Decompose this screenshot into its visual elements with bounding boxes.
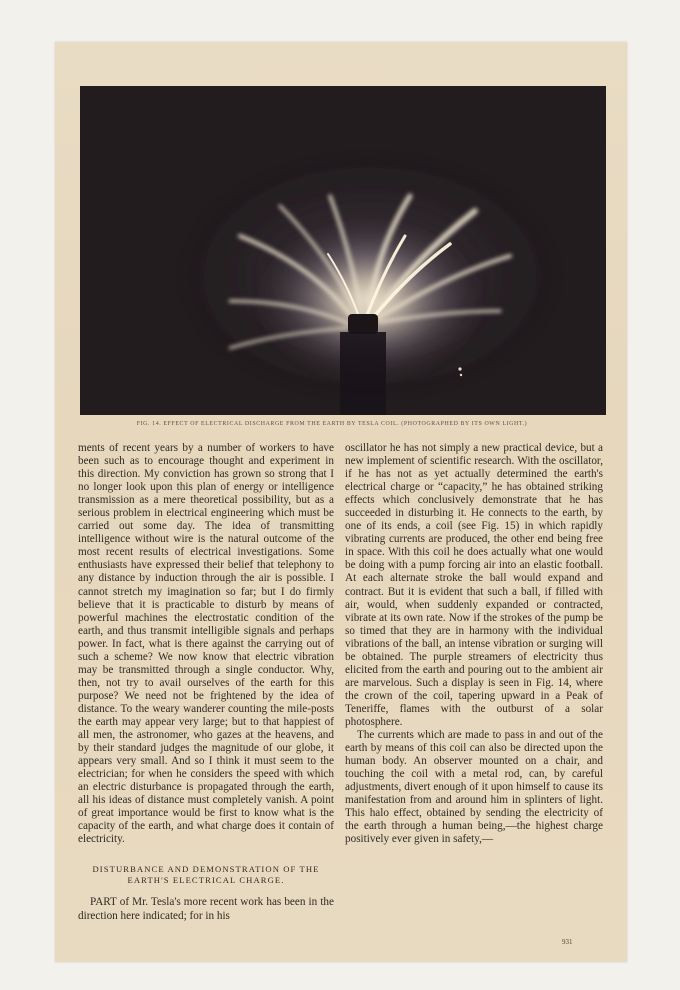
electrical-discharge-image [80, 86, 606, 415]
right-text-column [345, 442, 603, 846]
left-paragraph-2: PART of Mr. Tesla's more recent work has been in the direction here indicated; for in his [78, 896, 334, 922]
left-text-column [78, 442, 334, 923]
section-heading-line-1: DISTURBANCE AND DEMONSTRATION OF THE [92, 864, 320, 875]
figure-caption: FIG. 14. EFFECT OF ELECTRICAL DISCHARGE FROM THE EARTH BY TESLA COIL. (PHOTOGRAPHED BY ITS OWN LIGHT.) [136, 421, 528, 427]
discharge-photograph [80, 86, 606, 415]
page-number: 931 [562, 938, 573, 946]
section-heading-line-2: EARTH'S ELECTRICAL CHARGE. [127, 875, 285, 886]
right-paragraph-1: oscillator he has not simply a new practical device, but a new implement of scientific research. With the oscillator, if he has not as yet actually determined the earth's electrical charge or “capacity,” he has obtained striking effects which conclusively demonstrate that he has succeeded in disturbing it. He connects to the earth, by one of its ends, a coil (see Fig. 15) in which rapidly vibrating currents are produced, the other end being free in space. With this coil he does actually what one would be doing with a pump forcing air into an elastic football. At each alternate stroke the ball would expand and contract. But it is evident that such a ball, if filled with air, would, when suddenly expanded or contracted, vibrate at its own rate. Now if the strokes of the pump be so timed that they are in harmony with the individual vibrations of the ball, an intense vibration or surging will be obtained. The purple streamers of electricity thus elicited from the earth and pouring out to the ambient air are marvelous. Such a display is seen in Fig. 14, where the crown of the coil, tapering upward in a Peak of Teneriffe, flames with the outburst of a solar photosphere. [345, 442, 603, 728]
left-paragraph-1: ments of recent years by a number of workers to have been such as to encourage thought and experiment in this direction. My conviction has grown so strong that I no longer look upon this plan of energy or intelligence transmission as a mere theoretical possibility, but as a serious problem in electrical engineering which must be carried out some day. The idea of transmitting intelligence without wire is the natural outcome of the most recent results of electrical investigations. Some enthusiasts have expressed their belief that telephony to any distance by induction through the air is possible. I cannot stretch my imagination so far; but I do firmly believe that it is practicable to disturb by means of powerful machines the electrostatic condition of the earth, and thus transmit intelligible signals and perhaps power. In fact, what is there against the carrying out of such a scheme? We now know that electric vibration may be transmitted through a single conductor. Why, then, not try to avail ourselves of the earth for this purpose? We need not be frightened by the idea of distance. To the weary wanderer counting the mile-posts the earth may appear very large; but to that happiest of all men, the astronomer, who gazes at the heavens, and by their standard judges the magnitude of our globe, it appears very small. And so I think it must seem to the electrician; for when he considers the speed with which an electric disturbance is propagated through the earth, all his ideas of distance must completely vanish. A point of great importance would be first to know what is the capacity of the earth, and what charge does it contain of electricity. [78, 442, 334, 846]
right-paragraph-2: The currents which are made to pass in and out of the earth by means of this coil can also be directed upon the human body. An observer mounted on a chair, and touching the coil with a metal rod, can, by careful adjustments, divert enough of it upon himself to cause its manifestation from and around him in splinters of light. This halo effect, obtained by sending the electricity of the earth through a human being,—the highest charge positively ever given in safety,— [345, 729, 603, 846]
section-heading [78, 864, 334, 886]
